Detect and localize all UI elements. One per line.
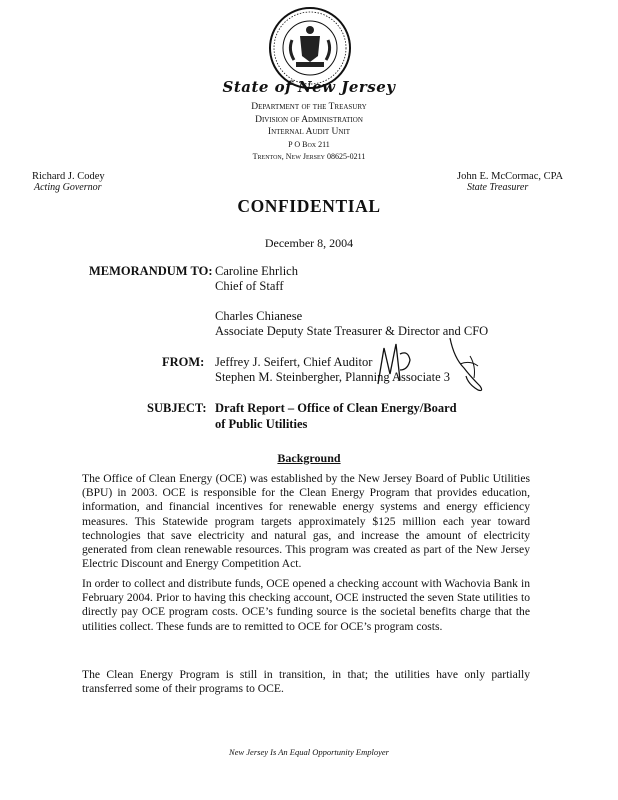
division-name: Division of Administration [255, 114, 363, 125]
memo-date: December 8, 2004 [264, 236, 354, 250]
cc-title: Associate Deputy State Treasurer & Director and CFO [215, 324, 489, 338]
paragraph-3: The Clean Energy Program is still in transition, in that; the utilities have only partially transferred some of their programs to OCE. [82, 668, 530, 696]
paragraph-1: The Office of Clean Energy (OCE) was established by the New Jersey Board of Public Utilities (BPU) in 2003. OCE is responsible for the Clean Energy Program that provides education, information, and financial incentives for renewable energy systems and energy efficiency measures. This Statewide program targets approximately $125 million each year toward technologies that save electricity and natural gas, and increase the amount of electricity generated from clean renewable resources. This program was created as part of the New Jersey Electric Discount and Energy Competition Act. [82, 472, 530, 571]
treasurer-name: John E. McCormac, CPA [457, 171, 564, 182]
treasurer-title: State Treasurer [467, 182, 529, 193]
recipient-name: Caroline Ehrlich [215, 264, 298, 278]
sender-1: Jeffrey J. Seifert, Chief Auditor [215, 355, 373, 369]
department-address-block [0, 101, 618, 164]
footer-text: New Jersey Is An Equal Opportunity Employer [229, 747, 389, 757]
memo-to-label: MEMORANDUM TO: [89, 264, 213, 278]
from-label: FROM: [162, 355, 205, 369]
signature-icon [372, 334, 492, 394]
sender-2: Stephen M. Steinbergher, Planning Associate 3 [215, 370, 451, 384]
unit-name: Internal Audit Unit [267, 127, 351, 138]
governor-name: Richard J. Codey [32, 171, 105, 182]
subject-text: Draft Report – Office of Clean Energy/Board of Public Utilities [215, 401, 457, 431]
cc-name: Charles Chianese [215, 309, 303, 323]
paragraph-2: In order to collect and distribute funds, OCE opened a checking account with Wachovia Bank in February 2004. Prior to having this checking account, OCE instructed the seven State utilities to directly pay OCE program costs. OCE’s funding source is the societal benefits charge that the utilities collect. These funds are to remitted to OCE for OCE’s program costs. [82, 577, 530, 633]
confidential-heading: CONFIDENTIAL [237, 196, 381, 216]
po-box: P O Box 211 [288, 139, 330, 149]
section-heading-background: Background [277, 451, 341, 465]
department-name: Department of the Treasury [251, 102, 367, 112]
subject-label: SUBJECT: [147, 401, 207, 415]
state-name: State of New Jersey [222, 78, 396, 96]
city-address: Trenton, New Jersey 08625-0211 [252, 152, 366, 162]
recipient-title: Chief of Staff [215, 279, 284, 293]
governor-title: Acting Governor [34, 182, 102, 193]
